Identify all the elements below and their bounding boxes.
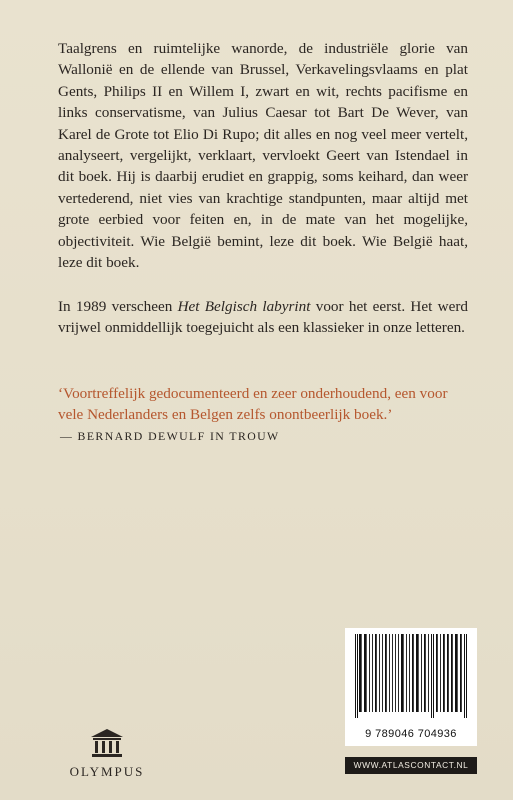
blurb-paragraph-1: Taalgrens en ruimtelijke wanorde, de industriële glorie van Wallonië en de ellende van Brussel, Verkavelingsvlaams en plat Gents, Philips II en Willem I, zwart en wit, rechts pacifisme en links conservatisme, van Julius Caesar tot Bart De Wever, van Karel de Grote tot Elio Di Rupo; dit alles en nog veel meer vertelt, analyseert, vergelijkt, verklaart, vervloekt Geert van Istendael in dit boek. Hij is daarbij erudiet en grappig, soms keihard, dan weer vertederend, niet vies van krachtige standpunten, maar altijd met grote eerbied voor feiten en, in de mate van het mogelijke, objectiviteit. Wie België bemint, leze dit boek. Wie België haat, leze dit boek.: [58, 40, 468, 272]
barcode: [345, 628, 477, 746]
barcode-bars: [345, 628, 477, 724]
isbn-number: 9 789046 704936: [365, 728, 457, 740]
blurb-paragraph-2: [58, 296, 468, 339]
blurb-paragraph-2-suffix: voor het eerst. Het werd vrijwel onmiddellijk toegejuicht als een klassieker in onze letteren.: [58, 298, 468, 337]
blurb-paragraph-2-prefix: In 1989 verscheen: [58, 298, 178, 315]
publisher-url: WWW.ATLASCONTACT.NL: [345, 757, 477, 774]
temple-icon: [90, 728, 124, 758]
publisher-name: OLYMPUS: [69, 764, 145, 779]
publisher-logo: [62, 728, 152, 780]
review-quote: ‘Voortreffelijk gedocumenteerd en zeer onderhoudend, een voor vele Nederlanders en Belgen zelfs onontbeerlijk boek.’: [58, 385, 448, 424]
review-attribution: — BERNARD DEWULF IN TROUW: [60, 429, 280, 443]
book-title: Het Belgisch labyrint: [177, 298, 311, 315]
